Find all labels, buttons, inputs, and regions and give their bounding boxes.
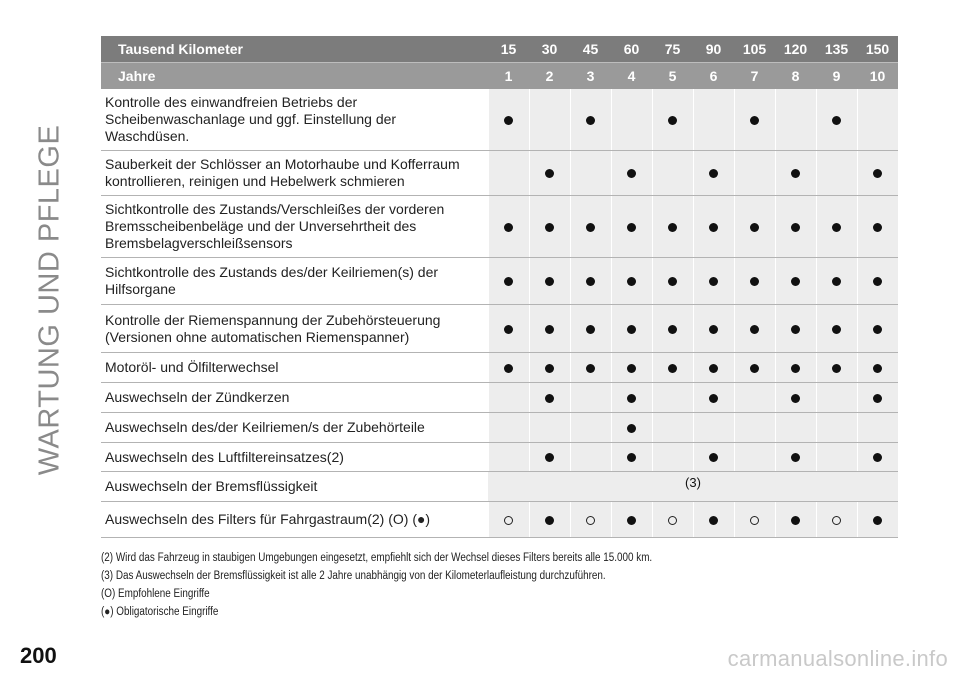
interval-cell	[652, 443, 693, 472]
obligatory-marker	[627, 277, 636, 286]
obligatory-marker	[832, 364, 841, 373]
obligatory-marker	[504, 223, 513, 232]
obligatory-marker	[873, 169, 882, 178]
interval-cell	[570, 151, 611, 196]
row-description: Sichtkontrolle des Zustands/Verschleißes der vorderen Bremsscheibenbeläge und der Unversehrtheit des Bremsbelagverschleißsensors	[101, 196, 488, 258]
interval-cell	[570, 353, 611, 383]
table-row	[101, 413, 898, 443]
table-row	[101, 472, 898, 502]
interval-cell	[652, 151, 693, 196]
row-description: Kontrolle des einwandfreien Betriebs der Scheibenwaschanlage und ggf. Einstellung der Waschdüsen.	[101, 89, 488, 151]
recommended-marker	[668, 516, 677, 525]
interval-cell	[857, 502, 898, 538]
interval-cell	[488, 353, 529, 383]
header-year-cell: 2	[529, 63, 570, 90]
interval-cell	[488, 383, 529, 413]
obligatory-marker	[832, 223, 841, 232]
interval-cell	[611, 258, 652, 305]
interval-cell	[857, 353, 898, 383]
interval-cell	[693, 258, 734, 305]
obligatory-marker	[791, 364, 800, 373]
header-km-cell: 135	[816, 36, 857, 63]
table-row	[101, 196, 898, 258]
obligatory-marker	[873, 516, 882, 525]
recommended-marker	[504, 516, 513, 525]
interval-cell	[652, 502, 693, 538]
interval-cell	[611, 413, 652, 443]
header-year-cell: 8	[775, 63, 816, 90]
interval-cell	[693, 413, 734, 443]
interval-cell	[775, 196, 816, 258]
table-row	[101, 89, 898, 151]
obligatory-marker	[627, 169, 636, 178]
obligatory-marker	[504, 325, 513, 334]
interval-cell	[652, 413, 693, 443]
interval-cell	[816, 305, 857, 353]
header-km-cell: 60	[611, 36, 652, 63]
obligatory-marker	[791, 453, 800, 462]
interval-cell	[816, 383, 857, 413]
interval-cell	[734, 89, 775, 151]
obligatory-marker	[832, 277, 841, 286]
obligatory-marker	[832, 116, 841, 125]
footnote: (2) Wird das Fahrzeug in staubigen Umgebungen eingesetzt, empfiehlt sich der Wechsel dieses Filters bereits alle 15.000 km.	[101, 552, 653, 564]
interval-cell	[611, 151, 652, 196]
schedule-body	[101, 89, 898, 538]
obligatory-marker	[627, 325, 636, 334]
obligatory-marker	[545, 277, 554, 286]
interval-cell	[816, 413, 857, 443]
footnotes	[101, 549, 742, 621]
obligatory-marker	[709, 169, 718, 178]
obligatory-marker	[668, 116, 677, 125]
interval-cell	[857, 413, 898, 443]
interval-cell	[734, 353, 775, 383]
obligatory-marker	[750, 325, 759, 334]
interval-cell	[529, 443, 570, 472]
footnote: (O) Empfohlene Eingriffe	[101, 588, 210, 600]
interval-cell	[488, 196, 529, 258]
row-description: Auswechseln des Filters für Fahrgastraum(2) (O) (●)	[101, 502, 488, 538]
interval-cell	[775, 502, 816, 538]
interval-cell	[570, 305, 611, 353]
interval-cell	[529, 89, 570, 151]
obligatory-marker	[668, 223, 677, 232]
obligatory-marker	[791, 394, 800, 403]
header-year-cell: 6	[693, 63, 734, 90]
interval-cell	[693, 353, 734, 383]
interval-cell	[529, 383, 570, 413]
interval-cell	[488, 89, 529, 151]
interval-cell	[570, 443, 611, 472]
obligatory-marker	[873, 223, 882, 232]
interval-cell	[529, 305, 570, 353]
obligatory-marker	[545, 453, 554, 462]
table-row	[101, 258, 898, 305]
obligatory-marker	[832, 325, 841, 334]
interval-cell	[652, 89, 693, 151]
header-year-cell: 10	[857, 63, 898, 90]
interval-cell	[611, 383, 652, 413]
page-number: 200	[20, 643, 57, 668]
obligatory-marker	[545, 223, 554, 232]
table-row	[101, 305, 898, 353]
interval-cell	[529, 353, 570, 383]
header-year-cell: 1	[488, 63, 529, 90]
interval-cell	[693, 502, 734, 538]
footnote: (3) Das Auswechseln der Bremsflüssigkeit ist alle 2 Jahre unabhängig von der Kilometerlaufleistung durchzuführen.	[101, 570, 606, 582]
table-row	[101, 383, 898, 413]
interval-cell	[857, 443, 898, 472]
table-row	[101, 443, 898, 472]
interval-cell	[611, 196, 652, 258]
interval-cell	[488, 413, 529, 443]
obligatory-marker	[873, 394, 882, 403]
interval-cell	[857, 89, 898, 151]
header-year-cell: 7	[734, 63, 775, 90]
obligatory-marker	[586, 325, 595, 334]
interval-cell	[529, 196, 570, 258]
obligatory-marker	[791, 277, 800, 286]
interval-cell	[816, 502, 857, 538]
interval-cell	[611, 353, 652, 383]
obligatory-marker	[750, 116, 759, 125]
obligatory-marker	[504, 277, 513, 286]
header-year-cell: 4	[611, 63, 652, 90]
interval-cell	[693, 305, 734, 353]
interval-cell	[734, 305, 775, 353]
header-km-cell: 45	[570, 36, 611, 63]
interval-cell	[775, 443, 816, 472]
obligatory-marker	[545, 169, 554, 178]
row-description: Kontrolle der Riemenspannung der Zubehörsteuerung (Versionen ohne automatischen Riemenspanner)	[101, 305, 488, 353]
interval-cell	[816, 443, 857, 472]
row-description: Auswechseln des/der Keilriemen/s der Zubehörteile	[101, 413, 488, 443]
recommended-marker	[832, 516, 841, 525]
row-description: Auswechseln der Bremsflüssigkeit	[101, 472, 488, 502]
obligatory-marker	[873, 325, 882, 334]
interval-cell	[570, 89, 611, 151]
header-km-cell: 75	[652, 36, 693, 63]
interval-cell	[775, 305, 816, 353]
obligatory-marker	[545, 394, 554, 403]
interval-cell	[570, 383, 611, 413]
interval-cell	[488, 151, 529, 196]
interval-cell	[570, 413, 611, 443]
interval-cell	[693, 196, 734, 258]
header-km-cell: 30	[529, 36, 570, 63]
interval-cell	[611, 305, 652, 353]
row-description: Sichtkontrolle des Zustands des/der Keilriemen(s) der Hilfsorgane	[101, 258, 488, 305]
interval-cell	[775, 353, 816, 383]
interval-cell	[693, 151, 734, 196]
recommended-marker	[586, 516, 595, 525]
interval-cell	[529, 502, 570, 538]
obligatory-marker	[668, 325, 677, 334]
interval-cell	[816, 353, 857, 383]
table-row	[101, 151, 898, 196]
interval-cell	[734, 443, 775, 472]
obligatory-marker	[873, 453, 882, 462]
obligatory-marker	[627, 223, 636, 232]
interval-cell	[529, 258, 570, 305]
interval-cell	[488, 502, 529, 538]
interval-cell	[652, 258, 693, 305]
obligatory-marker	[627, 394, 636, 403]
header-year-cell: 5	[652, 63, 693, 90]
header-km-cell: 120	[775, 36, 816, 63]
obligatory-marker	[627, 364, 636, 373]
interval-cell	[693, 443, 734, 472]
interval-cell	[734, 383, 775, 413]
obligatory-marker	[586, 277, 595, 286]
interval-cell	[816, 151, 857, 196]
header-km-label: Tausend Kilometer	[101, 36, 488, 63]
header-year-cell: 9	[816, 63, 857, 90]
interval-cell	[570, 196, 611, 258]
section-title-vertical: WARTUNG UND PFLEGE	[33, 124, 66, 476]
obligatory-marker	[791, 325, 800, 334]
interval-cell	[611, 89, 652, 151]
obligatory-marker	[668, 277, 677, 286]
interval-cell	[693, 383, 734, 413]
interval-cell	[775, 151, 816, 196]
interval-cell	[529, 151, 570, 196]
interval-cell	[652, 383, 693, 413]
interval-cell	[693, 89, 734, 151]
obligatory-marker	[709, 453, 718, 462]
interval-cell	[816, 89, 857, 151]
interval-cell	[775, 413, 816, 443]
obligatory-marker	[627, 453, 636, 462]
obligatory-marker	[791, 516, 800, 525]
interval-cell	[857, 196, 898, 258]
obligatory-marker	[504, 116, 513, 125]
interval-cell	[734, 502, 775, 538]
interval-cell	[816, 258, 857, 305]
interval-cell	[529, 413, 570, 443]
obligatory-marker	[750, 223, 759, 232]
obligatory-marker	[545, 516, 554, 525]
interval-cell	[734, 151, 775, 196]
row-description: Auswechseln des Luftfiltereinsatzes(2)	[101, 443, 488, 472]
interval-cell	[488, 305, 529, 353]
row-description: Auswechseln der Zündkerzen	[101, 383, 488, 413]
obligatory-marker	[709, 277, 718, 286]
interval-cell	[857, 258, 898, 305]
obligatory-marker	[709, 394, 718, 403]
interval-cell	[488, 258, 529, 305]
obligatory-marker	[627, 424, 636, 433]
header-years-label: Jahre	[101, 63, 488, 90]
interval-note-cell: (3)	[488, 472, 898, 502]
interval-cell	[857, 383, 898, 413]
header-km-cell: 105	[734, 36, 775, 63]
obligatory-marker	[545, 325, 554, 334]
obligatory-marker	[586, 223, 595, 232]
obligatory-marker	[873, 364, 882, 373]
obligatory-marker	[750, 364, 759, 373]
obligatory-marker	[586, 364, 595, 373]
maintenance-schedule-table	[101, 36, 898, 538]
header-year-cell: 3	[570, 63, 611, 90]
obligatory-marker	[750, 277, 759, 286]
obligatory-marker	[545, 364, 554, 373]
interval-cell	[734, 413, 775, 443]
header-km-cell: 150	[857, 36, 898, 63]
table-row	[101, 353, 898, 383]
interval-cell	[734, 196, 775, 258]
obligatory-marker	[791, 223, 800, 232]
interval-cell	[611, 443, 652, 472]
interval-cell	[488, 443, 529, 472]
table-row	[101, 502, 898, 538]
header-km-cell: 90	[693, 36, 734, 63]
interval-cell	[570, 258, 611, 305]
row-description: Motoröl- und Ölfilterwechsel	[101, 353, 488, 383]
interval-cell	[570, 502, 611, 538]
obligatory-marker	[586, 116, 595, 125]
interval-cell	[652, 305, 693, 353]
interval-cell	[857, 305, 898, 353]
obligatory-marker	[504, 364, 513, 373]
interval-cell	[857, 151, 898, 196]
obligatory-marker	[709, 325, 718, 334]
interval-cell	[775, 89, 816, 151]
obligatory-marker	[791, 169, 800, 178]
watermark: carmanualsonline.info	[727, 646, 948, 671]
header-km-cell: 15	[488, 36, 529, 63]
interval-cell	[611, 502, 652, 538]
interval-cell	[652, 353, 693, 383]
interval-cell	[652, 196, 693, 258]
obligatory-marker	[627, 516, 636, 525]
obligatory-marker	[709, 223, 718, 232]
obligatory-marker	[668, 364, 677, 373]
interval-cell	[816, 196, 857, 258]
footnote: (●) Obligatorische Eingriffe	[101, 606, 219, 618]
obligatory-marker	[709, 364, 718, 373]
obligatory-marker	[709, 516, 718, 525]
interval-cell	[775, 383, 816, 413]
header-row-kilometers	[101, 36, 898, 63]
interval-cell	[775, 258, 816, 305]
row-description: Sauberkeit der Schlösser an Motorhaube und Kofferraum kontrollieren, reinigen und Hebelwerk schmieren	[101, 151, 488, 196]
interval-cell	[734, 258, 775, 305]
obligatory-marker	[873, 277, 882, 286]
header-row-years	[101, 63, 898, 90]
recommended-marker	[750, 516, 759, 525]
